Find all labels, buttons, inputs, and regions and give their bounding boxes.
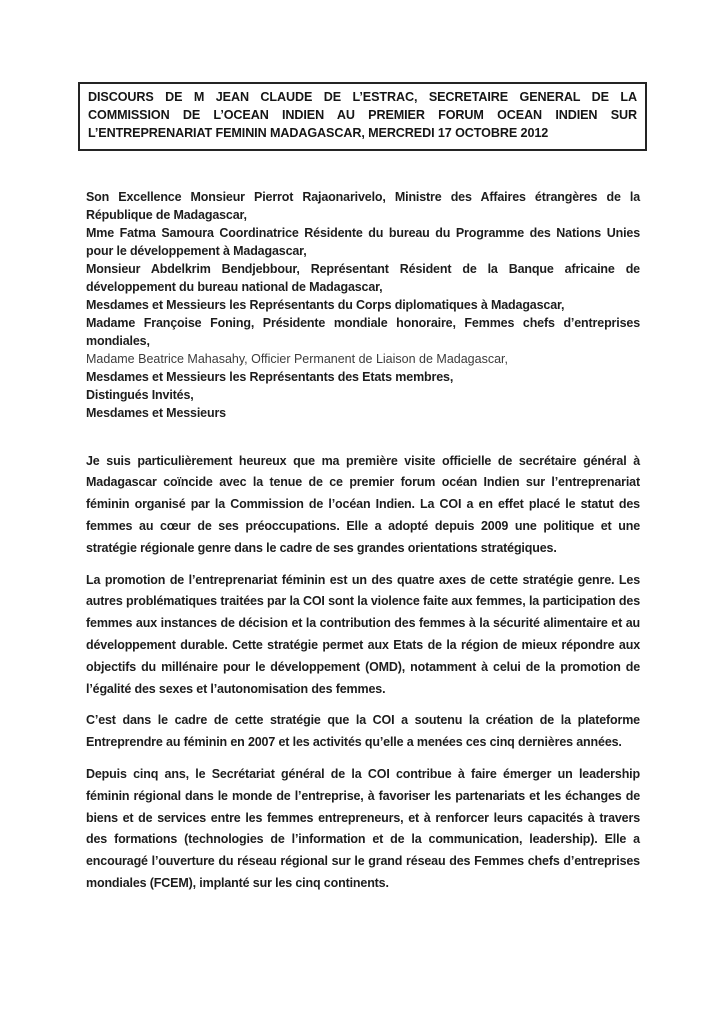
body-paragraph: Depuis cinq ans, le Secrétariat général de la COI contribue à faire émerger un leadership féminin régional dans le monde de l’entreprise, à favoriser les partenariats et les échanges de biens et de services entre les femmes entrepreneurs, et à renforcer leurs capacités à travers des formations (technologies de l’information et de la communication, leadership). Elle a encouragé l’ouverture du réseau régional sur le grand réseau des Femmes chefs d’entreprises mondiales (FCEM), implanté sur les cinq continents. [86, 766, 640, 890]
salutation-line: Mesdames et Messieurs [86, 405, 226, 420]
salutation-line: Madame Françoise Foning, Présidente mondiale honoraire, Femmes chefs d’entreprises mondiales, [86, 315, 640, 348]
speech-body [86, 451, 640, 895]
document-content [86, 82, 640, 905]
salutation-line: Son Excellence Monsieur Pierrot Rajaonarivelo, Ministre des Affaires étrangères de la République de Madagascar, [86, 189, 640, 222]
salutation-line: Madame Beatrice Mahasahy, Officier Permanent de Liaison de Madagascar, [86, 351, 508, 366]
salutation-line: Monsieur Abdelkrim Bendjebbour, Représentant Résident de la Banque africaine de développement du bureau national de Madagascar, [86, 261, 640, 294]
salutation-line: Mme Fatma Samoura Coordinatrice Résidente du bureau du Programme des Nations Unies pour le développement à Madagascar, [86, 225, 640, 258]
salutations-block [86, 188, 640, 422]
salutation-line: Mesdames et Messieurs les Représentants des Etats membres, [86, 369, 454, 384]
salutation-line: Mesdames et Messieurs les Représentants du Corps diplomatiques à Madagascar, [86, 297, 565, 312]
body-paragraph: La promotion de l’entreprenariat féminin est un des quatre axes de cette stratégie genre. Les autres problématiques traitées par la COI sont la violence faite aux femmes, la participation des femmes aux instances de décision et la contribution des femmes à la sécurité alimentaire et au développement durable. Cette stratégie permet aux Etats de la région de mieux répondre aux objectifs du millénaire pour le développement (OMD), notamment à celui de la promotion de l’égalité des sexes et l’autonomisation des femmes. [86, 572, 640, 696]
body-paragraph: Je suis particulièrement heureux que ma première visite officielle de secrétaire général à Madagascar coïncide avec la tenue de ce premier forum océan Indien sur l’entreprenariat féminin organisé par la Commission de l’océan Indien. La COI a en effet placé le statut des femmes au cœur de ses préoccupations. Elle a adopté depuis 2009 une politique et une stratégie régionale genre dans le cadre de ses grandes orientations stratégiques. [86, 453, 640, 555]
body-paragraph: C’est dans le cadre de cette stratégie que la COI a soutenu la création de la plateforme Entreprendre au féminin en 2007 et les activités qu’elle a menées ces cinq dernières années. [86, 713, 640, 750]
salutation-line: Distingués Invités, [86, 387, 194, 402]
speech-title-box: DISCOURS DE M JEAN CLAUDE DE L’ESTRAC, SECRETAIRE GENERAL DE LA COMMISSION DE L’OCEAN INDIEN AU PREMIER FORUM OCEAN INDIEN SUR L’ENTREPRENARIAT FEMININ MADAGASCAR, MERCREDI 17 OCTOBRE 2012 [78, 82, 647, 151]
